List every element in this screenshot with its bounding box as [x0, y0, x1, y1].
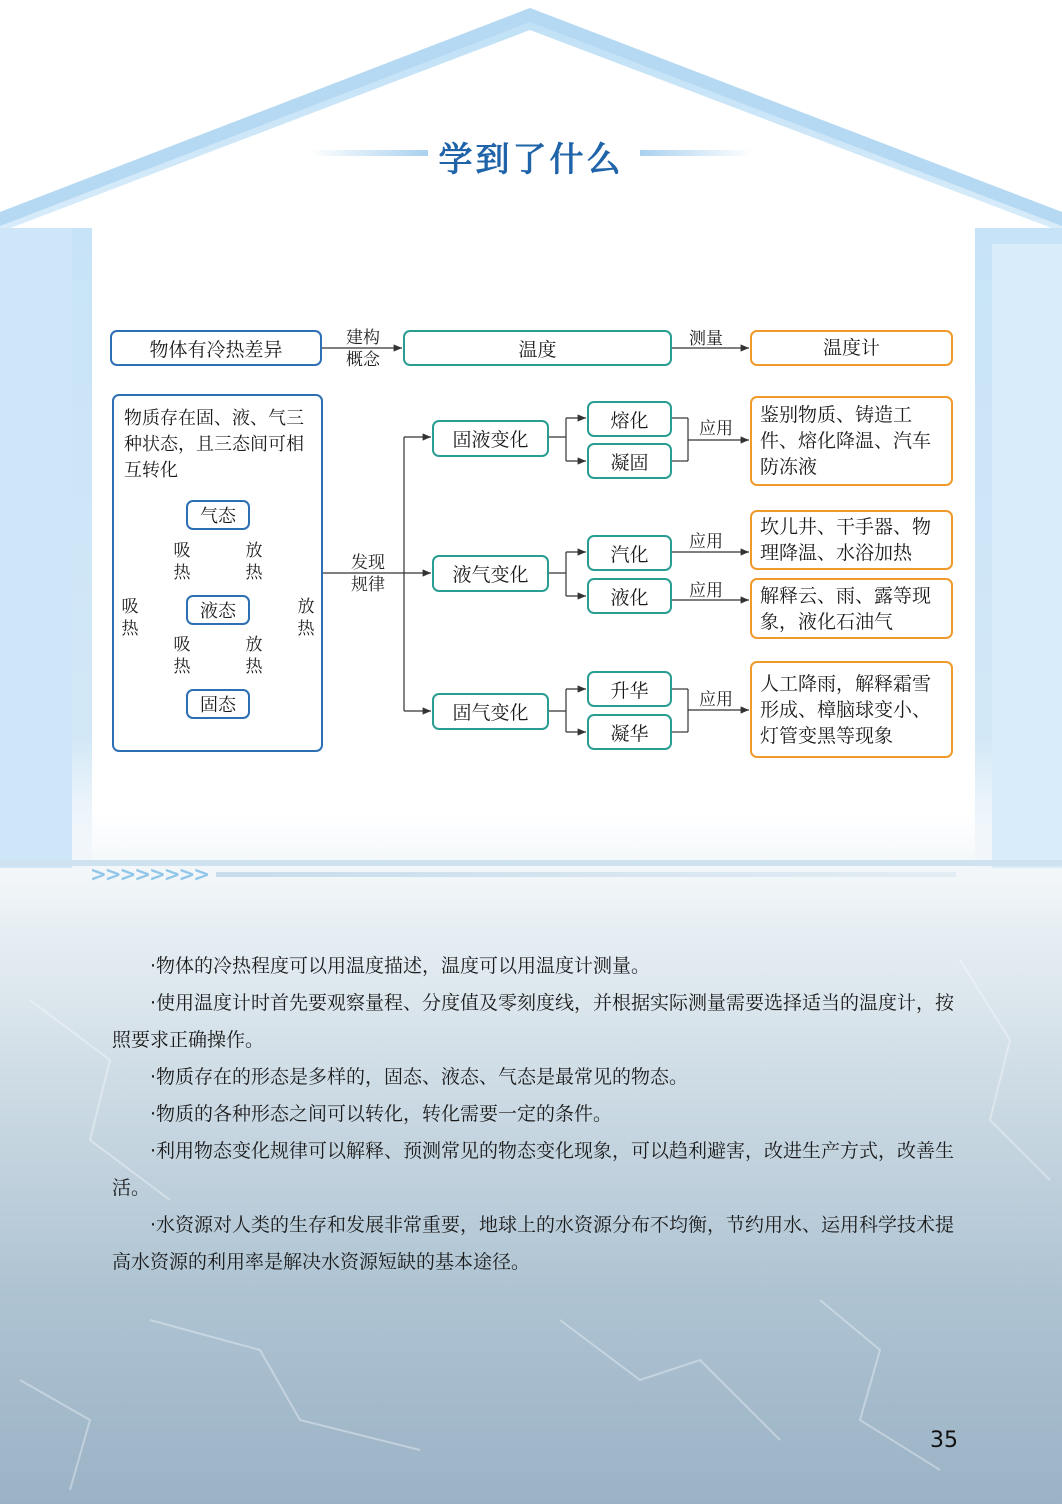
vaporization-application-box — [750, 510, 953, 570]
solid-state-box — [186, 689, 250, 719]
temperature-text: 温度 — [518, 338, 557, 361]
solid-liquid-change-box — [432, 420, 549, 457]
apply-label-3: 应用 — [689, 581, 723, 601]
solid-liquid-application-text: 鉴别物质、铸造工件、熔化降温、汽车防冻液 — [760, 404, 932, 478]
liquid-state-box — [186, 595, 250, 625]
liquefaction-application-text: 解释云、雨、露等现象，液化石油气 — [760, 584, 932, 633]
solid-state-text: 固态 — [200, 695, 236, 716]
absorb-heat-label-upper: 吸热 — [173, 541, 191, 583]
measure-label: 测量 — [689, 329, 723, 349]
solid-gas-change-box — [432, 693, 549, 730]
melting-box — [587, 401, 672, 437]
temperature-box — [403, 330, 672, 366]
summary-item: ·水资源对人类的生存和发展非常重要，地球上的水资源分布不均衡，节约用水、运用科学技术提高水资源的利用率是解决水资源短缺的基本途径。 — [112, 1214, 955, 1273]
liquefaction-text: 液化 — [610, 586, 649, 609]
apply-label-4: 应用 — [699, 690, 733, 710]
build-concept-label: 建构概念 — [346, 328, 380, 370]
release-heat-label-lower: 放热 — [245, 635, 263, 677]
release-heat-label-outer: 放热 — [297, 597, 315, 639]
apply-label-1: 应用 — [699, 419, 733, 439]
solidification-box — [587, 443, 672, 479]
vaporization-box — [587, 535, 672, 571]
solid-gas-application-text: 人工降雨，解释霜雪形成、樟脑球变小、灯管变黑等现象 — [760, 672, 932, 747]
cold-hot-difference-box — [110, 330, 322, 366]
absorb-heat-label-outer: 吸热 — [121, 597, 139, 639]
absorb-heat-label-lower: 吸热 — [173, 635, 191, 677]
section-divider-line — [216, 872, 956, 877]
discover-rule-label: 发现规律 — [351, 553, 385, 595]
summary-item: ·物质存在的形态是多样的，固态、液态、气态是最常见的物态。 — [150, 1066, 689, 1088]
summary-item: ·物体的冷热程度可以用温度描述，温度可以用温度计测量。 — [150, 955, 651, 977]
cold-hot-difference-text: 物体有冷热差异 — [149, 338, 283, 361]
summary-item: ·物质的各种形态之间可以转化，转化需要一定的条件。 — [150, 1103, 613, 1125]
thermometer-box — [750, 330, 953, 366]
liquefaction-application-box — [750, 578, 953, 639]
summary-item: ·使用温度计时首先要观察量程、分度值及零刻度线，并根据实际测量需要选择适当的温度计，按照要求正确操作。 — [112, 992, 955, 1051]
vaporization-application-text: 坎儿井、干手器、物理降温、水浴加热 — [760, 516, 932, 564]
melting-text: 熔化 — [610, 409, 649, 432]
sublimation-text: 升华 — [610, 679, 649, 702]
states-intro: 物质存在固、液、气三种状态，且三态间可相互转化 — [124, 408, 304, 481]
section-divider-chevrons: >>>>>>>> — [90, 862, 209, 886]
thermometer-text: 温度计 — [822, 337, 880, 359]
solid-gas-change-text: 固气变化 — [452, 702, 529, 724]
liquefaction-box — [587, 578, 672, 614]
release-heat-label-upper: 放热 — [245, 541, 263, 583]
solid-gas-application-box — [750, 661, 953, 758]
deposition-box — [587, 714, 672, 750]
vaporization-text: 汽化 — [610, 543, 649, 566]
gas-state-box — [186, 500, 250, 530]
liquid-gas-change-text: 液气变化 — [452, 564, 529, 586]
deposition-text: 凝华 — [610, 722, 649, 745]
liquid-state-text: 液态 — [200, 601, 236, 622]
sublimation-box — [587, 671, 672, 707]
summary-list — [112, 948, 958, 1281]
apply-label-2: 应用 — [689, 532, 723, 552]
solid-liquid-change-text: 固液变化 — [452, 429, 529, 451]
solidification-text: 凝固 — [610, 451, 649, 474]
summary-item: ·利用物态变化规律可以解释、预测常见的物态变化现象，可以趋利避害，改进生产方式，改善生活。 — [112, 1140, 955, 1199]
page-title: 学到了什么 — [438, 140, 624, 180]
liquid-gas-change-box — [432, 555, 549, 592]
page-number: 35 — [930, 1428, 958, 1453]
solid-liquid-application-box — [750, 396, 953, 486]
gas-state-text: 气态 — [200, 506, 236, 527]
